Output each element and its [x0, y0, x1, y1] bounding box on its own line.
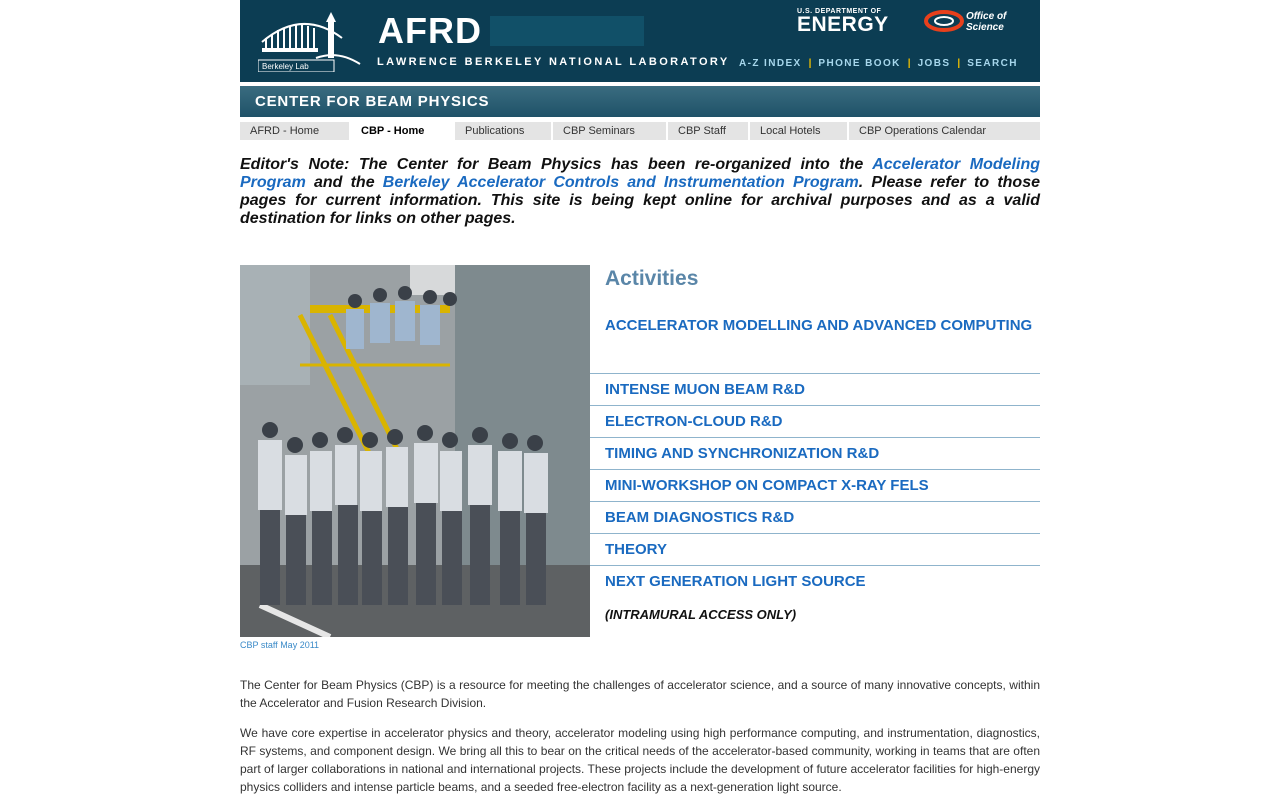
bacip-link[interactable]: Berkeley Accelerator Controls and Instrumentation Program [382, 174, 859, 191]
activity-xray-fels[interactable]: MINI-WORKSHOP ON COMPACT X-RAY FELS [590, 470, 1040, 502]
link-jobs[interactable]: JOBS [917, 58, 951, 69]
note-middle: and the [305, 174, 383, 191]
link-phone-book[interactable]: PHONE BOOK [818, 58, 901, 69]
note-prefix: Editor's Note: The Center for Beam Physics has been re-organized into the [240, 156, 873, 173]
activity-ngls[interactable]: NEXT GENERATION LIGHT SOURCE [605, 573, 866, 590]
activity-accelerator-modelling[interactable]: ACCELERATOR MODELLING AND ADVANCED COMPUTING [590, 310, 1040, 374]
nav-cbp-seminars[interactable]: CBP Seminars [553, 122, 666, 140]
office-of-science-logo[interactable] [924, 10, 1028, 32]
site-title[interactable]: AFRD [378, 10, 482, 51]
accelerator-modeling-link[interactable]: Accelerator Modeling Program [240, 156, 1040, 191]
separator: | [907, 58, 911, 69]
utility-links [739, 58, 1018, 69]
editor-note [240, 156, 1040, 228]
nav-cbp-staff[interactable]: CBP Staff [668, 122, 748, 140]
page-wrapper [240, 0, 1040, 794]
nav-local-hotels[interactable]: Local Hotels [750, 122, 847, 140]
separator: | [808, 58, 812, 69]
link-az-index[interactable]: A-Z INDEX [739, 58, 802, 69]
staff-photo [240, 265, 590, 637]
expertise-paragraph: We have core expertise in accelerator physics and theory, accelerator modeling using high performance computing, and instrumentation, diagnostics, RF systems, and component design. We bring all this to bear on the critical needs of the accelerator-based community, working in teams that are often part of larger collaborations in national and international projects. These projects include the development of future accelerator facilities for high-energy physics colliders and intense particle beams, and a seeded free-electron facility as a next-generation light source. [240, 726, 1040, 794]
site-banner [240, 0, 1040, 82]
title-accent [490, 16, 644, 46]
nav-publications[interactable]: Publications [455, 122, 551, 140]
site-subtitle[interactable]: LAWRENCE BERKELEY NATIONAL LABORATORY [377, 56, 730, 68]
nav-afrd-home[interactable]: AFRD - Home [240, 122, 349, 140]
activities-heading: Activities [605, 267, 699, 290]
intramural-note: (INTRAMURAL ACCESS ONLY) [605, 607, 797, 622]
main-nav [240, 122, 1040, 140]
separator: | [957, 58, 961, 69]
section-title-bar [240, 86, 1040, 117]
note-suffix: . Please refer to those pages for current information. This site is being kept online for archival purposes and as a valid destination for links on other pages. [240, 174, 1040, 227]
nav-cbp-home[interactable]: CBP - Home [351, 122, 453, 140]
activity-electron-cloud[interactable]: ELECTRON-CLOUD R&D [590, 406, 1040, 438]
doe-big-text: ENERGY [797, 13, 889, 36]
link-search[interactable]: SEARCH [967, 58, 1018, 69]
office-line2: Science [966, 22, 1004, 32]
doe-logo[interactable] [797, 8, 889, 34]
berkeley-lab-logo[interactable] [258, 8, 362, 72]
activity-timing-sync[interactable]: TIMING AND SYNCHRONIZATION R&D [590, 438, 1040, 470]
activity-muon-beam[interactable]: INTENSE MUON BEAM R&D [590, 374, 1040, 406]
nav-operations-calendar[interactable]: CBP Operations Calendar [849, 122, 1040, 140]
doe-small-text: U.S. DEPARTMENT OF [797, 8, 882, 15]
logo-text: Berkeley Lab [262, 62, 309, 71]
activity-theory[interactable]: THEORY [590, 534, 1040, 566]
photo-caption: CBP staff May 2011 [240, 640, 320, 650]
office-line1: Office of [966, 11, 1007, 22]
section-title: CENTER FOR BEAM PHYSICS [255, 93, 490, 110]
banner-divider [240, 82, 1040, 84]
intro-paragraph: The Center for Beam Physics (CBP) is a resource for meeting the challenges of accelerator science, and a source of many innovative concepts, within the Accelerator and Fusion Research Division. [240, 678, 1040, 710]
activity-beam-diagnostics[interactable]: BEAM DIAGNOSTICS R&D [590, 502, 1040, 534]
